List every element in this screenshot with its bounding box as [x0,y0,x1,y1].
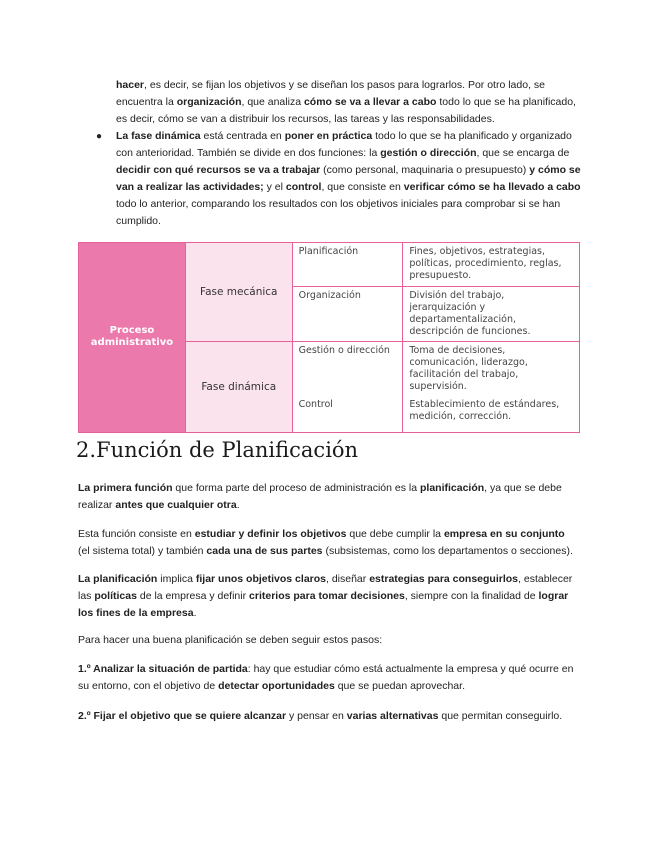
paragraph-paso-1: 1.º Analizar la situación de partida: hay que estudiar cómo está actualmente la empresa y qué ocurre en su entorno, con el objetivo de detectar oportunidades que se puedan aprovechar. [78,663,574,692]
paragraph-primera-funcion: La primera función que forma parte del proceso de administración es la planificación, ya que se debe realizar antes que cualquier otra. [78,482,562,511]
desc-planificacion: Fines, objetivos, estrategias, políticas, procedimiento, reglas, presupuesto. [403,243,580,287]
paragraph-esta-funcion: Esta función consiste en estudiar y definir los objetivos que debe cumplir la empresa en su conjunto (el sistema total) y también cada una de sus partes (subsistemas, como los departamentos o secciones). [78,528,573,557]
paragraph-paso-2: 2.º Fijar el objetivo que se quiere alcanzar y pensar en varias alternativas que permitan conseguirlo. [78,710,563,722]
funcion-control: Control [292,396,403,432]
funcion-organizacion: Organización [292,287,403,342]
section-title: Función de Planificación [96,438,359,462]
continuation-paragraph: hacer, es decir, se fijan los objetivos y se diseñan los pasos para lograrlos. Por otro lado, se encuentra la organización, que analiza cómo se va a llevar a cabo todo lo que se ha planificado, es decir, cómo se van a distribuir los recursos, las tareas y las responsabilidades. [116,79,576,125]
fase-dinamica-paragraph: La fase dinámica está centrada en poner en práctica todo lo que se ha planificado y organizado con anterioridad. También se divide en dos funciones: la gestión o dirección, que se encarga de decidir con qué recursos se va a trabajar (como personal, maquinaria o presupuesto) y cómo se van a realizar las actividades; y el control, que consiste en verificar cómo se ha llevado a cabo todo lo anterior, comparando los resultados con los objetivos iniciales para comprobar si se han cumplido. [116,130,581,227]
fase-mecanica-cell: Fase mecánica [185,243,292,342]
desc-control: Establecimiento de estándares, medición, corrección. [403,396,580,432]
fase-dinamica-cell: Fase dinámica [185,342,292,433]
desc-organizacion: División del trabajo, jerarquización y departamentalización, descripción de funciones. [403,287,580,342]
funcion-gestion: Gestión o dirección [292,342,403,397]
process-table [78,242,580,433]
section-heading [76,437,358,463]
proceso-administrativo-cell: Proceso administrativo [79,243,186,433]
funcion-planificacion: Planificación [292,243,403,287]
paragraph-pasos: Para hacer una buena planificación se deben seguir estos pasos: [78,634,383,646]
bullet-icon: ● [96,131,103,142]
section-number: 2. [76,438,97,462]
paragraph-la-planificacion: La planificación implica fijar unos objetivos claros, diseñar estrategias para conseguirlos, establecer las políticas de la empresa y definir criterios para tomar decisiones, siempre con la finalidad de lograr los fines de la empresa. [78,573,573,619]
desc-gestion: Toma de decisiones, comunicación, liderazgo, facilitación del trabajo, supervisión. [403,342,580,397]
